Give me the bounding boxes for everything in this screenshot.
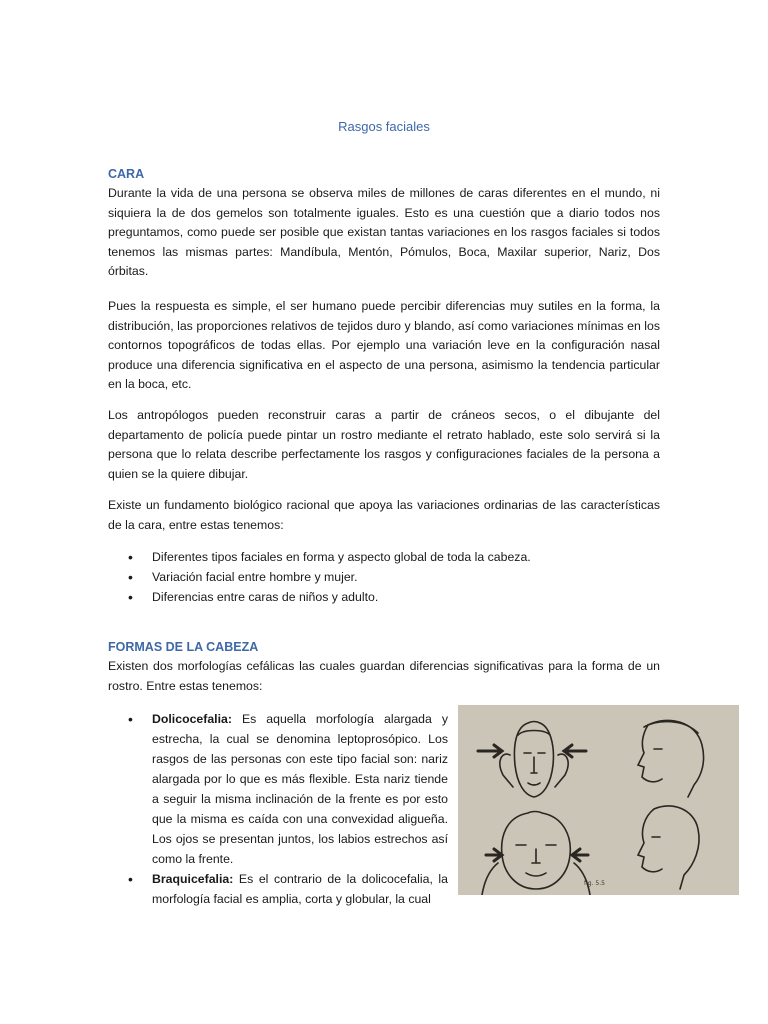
head-sketches-image xyxy=(458,705,739,895)
paragraph-3-block xyxy=(108,406,660,484)
list-item-dolicocefalia xyxy=(108,709,448,869)
paragraph-4: Existe un fundamento biológico racional que apoya las variaciones ordinarias de las características de la cara, entre estas tenemos: xyxy=(108,498,660,532)
list-item: • Diferentes tipos faciales en forma y aspecto global de toda la cabeza. xyxy=(108,547,660,567)
desc-dolicocefalia: Es aquella morfología alargada y estrecha, la cual se denomina leptoprosópico. Los rasgos de las personas con este tipo facial son: nariz alargada por lo que es más flexible. Esta nariz tiende a seguir la misma inclinación de la frente es por esto que la misma es caída con una convexidad aligueña. Los ojos se presentan juntos, los labios estrechos así como la frente. xyxy=(152,712,448,866)
page-title: Rasgos faciales xyxy=(338,119,430,134)
section-cara xyxy=(108,165,660,282)
paragraph-2: Pues la respuesta es simple, el ser humano puede percibir diferencias muy sutiles en la forma, la distribución, las proporciones relativos de tejidos duro y blando, así como variaciones mínimas en los contornos topográficos de todas ellas. Por ejemplo una variación leve en la configuración nasal produce una diferencia significativa en el aspecto de una persona, asimismo la tendencia particular en la boca, etc. xyxy=(108,299,660,392)
list-item: • Variación facial entre hombre y mujer. xyxy=(108,567,660,587)
figure-caption: fig. 5.5 xyxy=(584,880,605,887)
paragraph-1: Durante la vida de una persona se observa miles de millones de caras diferentes en el mundo, ni siquiera la de dos gemelos son totalmente iguales. Esto es una cuestión que a diario todos nos preguntamos, como puede ser posible que existan tantas variaciones en los rasgos faciales si todos tenemos las mismas partes: Mandíbula, Mentón, Pómulos, Boca, Maxilar superior, Nariz, Dos órbitas. xyxy=(108,186,660,279)
list-item: • Diferencias entre caras de niños y adulto. xyxy=(108,587,660,607)
section-formas xyxy=(108,638,660,696)
term-dolicocefalia: Dolicocefalia: xyxy=(152,712,232,726)
formas-bullet-list xyxy=(108,709,448,909)
list-item-braquicefalia xyxy=(108,869,448,909)
paragraph-2-block xyxy=(108,297,660,395)
paragraph-4-block xyxy=(108,496,660,535)
section-heading-cara: CARA xyxy=(108,167,145,181)
cara-bullet-list xyxy=(108,547,660,607)
paragraph-3: Los antropólogos pueden reconstruir caras a partir de cráneos secos, o el dibujante del departamento de policía puede pintar un rostro mediante el retrato hablado, este solo servirá si la persona que lo relata describe perfectamente los rasgos y configuraciones faciales de la persona a quien se la quiere dibujar. xyxy=(108,408,660,481)
term-braquicefalia: Braquicefalia: xyxy=(152,872,234,886)
head-shapes-figure xyxy=(458,705,739,895)
paragraph-formas-1: Existen dos morfologías cefálicas las cuales guardan diferencias significativas para la forma de un rostro. Entre estas tenemos: xyxy=(108,659,660,693)
section-heading-formas: FORMAS DE LA CABEZA xyxy=(108,640,259,654)
desc-braquicefalia: Es el contrario de la dolicocefalia, la morfología facial es amplia, corta y globular, la cual xyxy=(152,872,448,906)
